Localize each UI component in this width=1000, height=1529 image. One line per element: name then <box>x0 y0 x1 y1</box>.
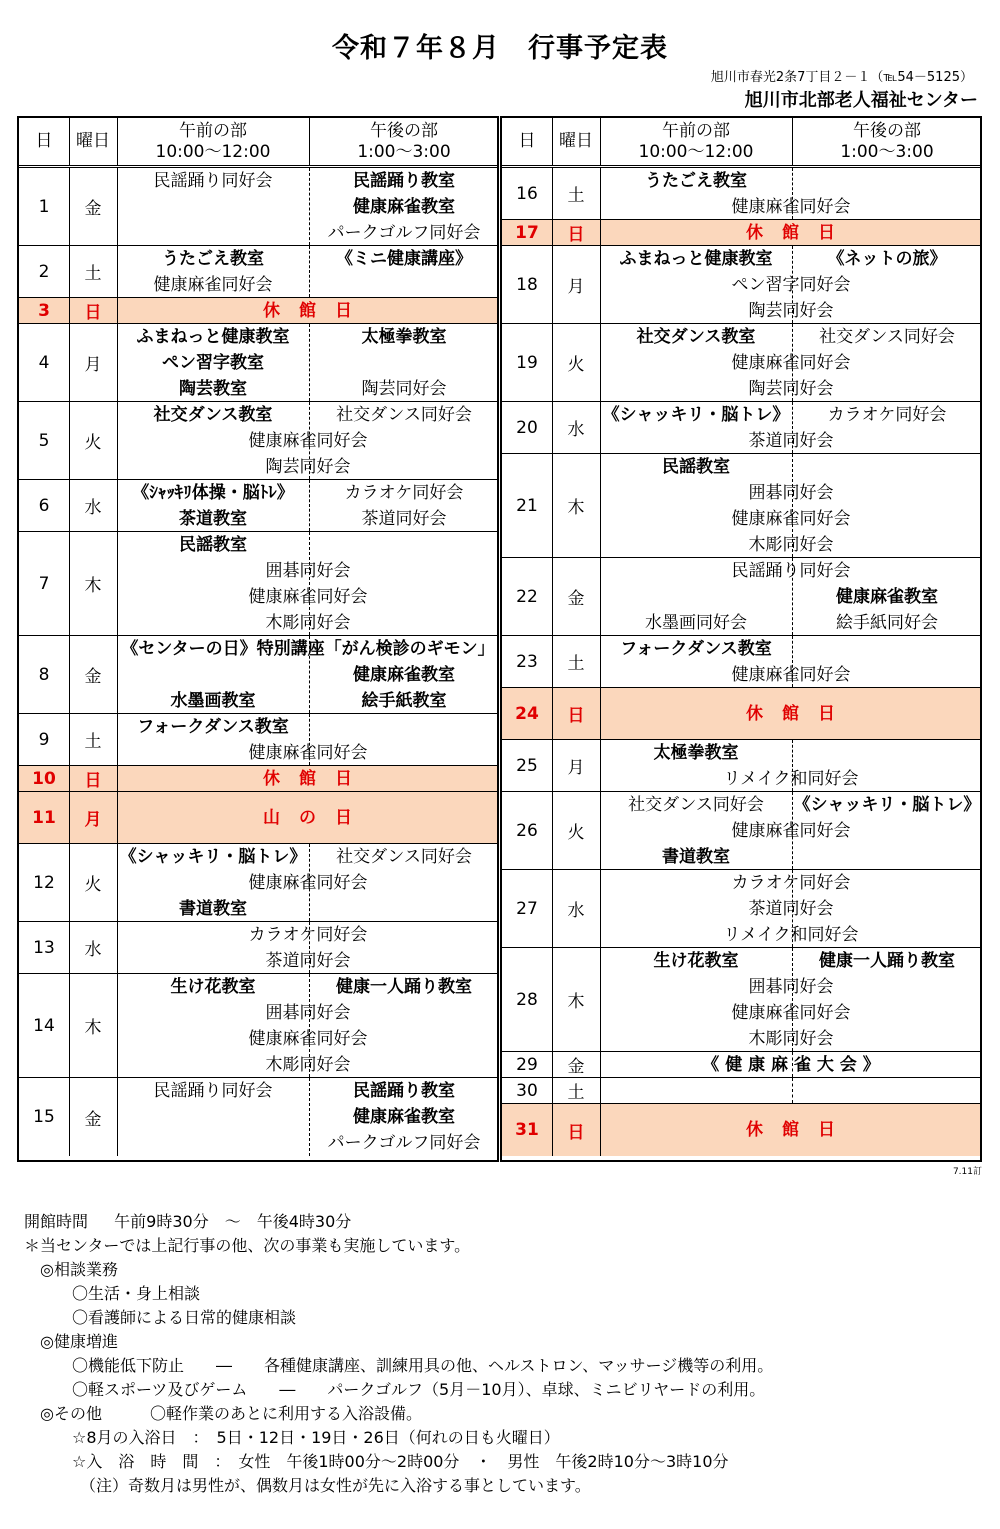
event-item: 健康麻雀同好会 <box>731 197 851 217</box>
version-note: 7.11訂 <box>952 1167 982 1177</box>
day-cell: 24 <box>502 688 553 739</box>
day-cell: 23 <box>502 636 553 687</box>
note-line: ☆8月の入浴日 ： 5日・12日・19日・26日（何れの日も火曜日） <box>24 1428 560 1447</box>
weekday-cell: 土 <box>552 1078 601 1103</box>
event-item: 木彫同好会 <box>265 613 351 633</box>
event-item: 《シャッキリ・脳トレ》 <box>119 847 307 867</box>
note-line: 〇看護師による日常的健康相談 <box>24 1308 297 1327</box>
event-item: 太極拳教室 <box>361 327 447 347</box>
schedule-row <box>502 1052 980 1078</box>
schedule-row <box>19 766 497 792</box>
day-cell: 25 <box>502 740 553 791</box>
schedule-table-right <box>500 116 982 1162</box>
day-cell: 13 <box>19 922 70 973</box>
weekday-cell: 木 <box>69 532 118 635</box>
day-cell: 4 <box>19 324 70 401</box>
event-item: 生け花教室 <box>653 951 739 971</box>
event-item: カラオケ同好会 <box>827 405 947 425</box>
weekday-cell: 土 <box>552 168 601 219</box>
day-cell: 10 <box>19 766 70 791</box>
weekday-cell: 火 <box>552 792 601 869</box>
day-cell: 18 <box>502 246 553 323</box>
event-item: 民謡教室 <box>662 457 730 477</box>
day-cell: 29 <box>502 1052 553 1077</box>
weekday-cell: 日 <box>552 1104 601 1156</box>
schedule-row <box>502 870 980 948</box>
event-item: パークゴルフ同好会 <box>327 223 481 243</box>
event-item: フォークダンス教室 <box>620 639 772 659</box>
event-item: カラオケ同好会 <box>248 925 368 945</box>
weekday-cell: 水 <box>69 922 118 973</box>
header-pm-time: 1:00～3:00 <box>840 141 934 162</box>
weekday-cell: 日 <box>69 766 118 791</box>
weekday-cell: 日 <box>552 688 601 739</box>
weekday-cell: 月 <box>552 740 601 791</box>
note-line: ◎相談業務 <box>24 1260 118 1279</box>
schedule-row <box>502 220 980 246</box>
event-item: 木彫同好会 <box>748 1029 834 1049</box>
note-line: 〇軽スポーツ及びゲーム ― パークゴルフ（5月－10月）、卓球、ミニビリヤードの利用。 <box>24 1380 766 1399</box>
weekday-cell: 水 <box>552 870 601 947</box>
weekday-cell: 木 <box>552 454 601 557</box>
event-item: リメイク和同好会 <box>723 925 859 945</box>
event-item: 民謡踊り同好会 <box>731 561 851 581</box>
day-cell: 7 <box>19 532 70 635</box>
schedule-row <box>502 168 980 220</box>
header-day: 日 <box>502 118 553 165</box>
closed-label: 休 館 日 <box>746 223 836 243</box>
schedule-row <box>502 792 980 870</box>
header-am <box>117 118 310 165</box>
schedule-row <box>502 948 980 1052</box>
event-item: 健康麻雀教室 <box>353 1107 455 1127</box>
schedule-row <box>502 1104 980 1156</box>
event-item: 《シャッキリ・脳トレ》 <box>602 405 790 425</box>
schedule-row <box>19 1078 497 1156</box>
schedule-row <box>19 532 497 636</box>
header-weekday: 曜日 <box>552 118 601 165</box>
schedule-row <box>502 324 980 402</box>
event-item: 《ｼｬｯｷﾘ体操・脳ﾄﾚ》 <box>132 483 294 503</box>
day-cell: 20 <box>502 402 553 453</box>
event-item: 太極拳教室 <box>653 743 739 763</box>
organization-name: 旭川市北部老人福祉センター <box>744 90 978 111</box>
table-header <box>19 118 497 168</box>
event-item: 陶芸同好会 <box>748 379 834 399</box>
header-am-time: 10:00～12:00 <box>155 141 271 162</box>
note-line: 開館時間 午前9時30分 ～ 午後4時30分 <box>24 1212 352 1231</box>
notes-section <box>24 1210 773 1498</box>
schedule-row <box>19 636 497 714</box>
event-item: 社交ダンス同好会 <box>628 795 764 815</box>
schedule-row <box>19 298 497 324</box>
weekday-cell: 金 <box>552 558 601 635</box>
event-item: 《 健 康 麻 雀 大 会 》 <box>702 1055 880 1075</box>
event-item: 健康麻雀同好会 <box>248 743 368 763</box>
event-item: カラオケ同好会 <box>731 873 851 893</box>
event-item: 陶芸同好会 <box>265 457 351 477</box>
header-pm <box>309 118 499 165</box>
schedule-row <box>19 844 497 922</box>
weekday-cell: 金 <box>69 168 118 245</box>
event-item: 民謡踊り教室 <box>353 171 455 191</box>
schedule-row <box>19 480 497 532</box>
header-pm-label: 午後の部 <box>370 120 438 141</box>
event-item: 健康麻雀同好会 <box>731 821 851 841</box>
schedule-row <box>19 246 497 298</box>
event-item: うたごえ教室 <box>162 249 264 269</box>
day-cell: 14 <box>19 974 70 1077</box>
weekday-cell: 土 <box>69 246 118 297</box>
event-item: 健康麻雀同好会 <box>248 1029 368 1049</box>
closed-label: 山 の 日 <box>263 808 353 828</box>
day-cell: 6 <box>19 480 70 531</box>
event-item: 健康麻雀同好会 <box>731 353 851 373</box>
day-cell: 28 <box>502 948 553 1051</box>
weekday-cell: 水 <box>69 480 118 531</box>
event-item: 《ミニ健康講座》 <box>336 249 472 269</box>
day-cell: 12 <box>19 844 70 921</box>
header-am-time: 10:00～12:00 <box>638 141 754 162</box>
event-item: ふまねっと健康教室 <box>619 249 773 269</box>
schedule-row <box>502 246 980 324</box>
event-item: 囲碁同好会 <box>265 561 351 581</box>
event-item: 健康麻雀同好会 <box>153 275 273 295</box>
weekday-cell: 月 <box>69 792 118 843</box>
event-item: 木彫同好会 <box>748 535 834 555</box>
event-item: 絵手紙教室 <box>361 691 447 711</box>
schedule-row <box>19 714 497 766</box>
note-line: ◎その他 〇軽作業のあとに利用する入浴設備。 <box>24 1404 422 1423</box>
day-cell: 26 <box>502 792 553 869</box>
event-item: 茶道教室 <box>179 509 247 529</box>
page-title: 令和７年８月 行事予定表 <box>332 33 668 64</box>
schedule-row <box>502 688 980 740</box>
day-cell: 9 <box>19 714 70 765</box>
event-item: うたごえ教室 <box>645 171 747 191</box>
event-item: 《センターの日》特別講座「がん検診のギモン」 <box>121 639 495 659</box>
header-am <box>600 118 793 165</box>
event-item: 水墨画同好会 <box>645 613 747 633</box>
day-cell: 1 <box>19 168 70 245</box>
event-item: ふまねっと健康教室 <box>136 327 290 347</box>
event-item: 健康麻雀教室 <box>353 197 455 217</box>
event-item: 健康麻雀同好会 <box>731 665 851 685</box>
event-item: 社交ダンス教室 <box>636 327 756 347</box>
schedule-row <box>502 454 980 558</box>
schedule-row <box>502 1078 980 1104</box>
day-cell: 30 <box>502 1078 553 1103</box>
schedule-row <box>19 974 497 1078</box>
weekday-cell: 木 <box>552 948 601 1051</box>
day-cell: 3 <box>19 298 70 323</box>
header-am-label: 午前の部 <box>662 120 730 141</box>
event-item: 絵手紙同好会 <box>836 613 938 633</box>
event-item: 民謡踊り教室 <box>353 1081 455 1101</box>
closed-label: 休 館 日 <box>746 704 836 724</box>
header-am-label: 午前の部 <box>179 120 247 141</box>
note-line: 〇生活・身上相談 <box>24 1284 201 1303</box>
event-item: 健康麻雀同好会 <box>731 509 851 529</box>
weekday-cell: 日 <box>552 220 601 245</box>
event-item: ペン習字同好会 <box>731 275 851 295</box>
day-cell: 31 <box>502 1104 553 1156</box>
note-line: （注）奇数月は男性が、偶数月は女性が先に入浴する事としています。 <box>24 1476 591 1495</box>
closed-label: 休 館 日 <box>263 769 353 789</box>
event-item: 健康麻雀同好会 <box>731 1003 851 1023</box>
weekday-cell: 木 <box>69 974 118 1077</box>
event-item: 健康麻雀同好会 <box>248 431 368 451</box>
weekday-cell: 金 <box>69 1078 118 1156</box>
event-item: 民謡踊り同好会 <box>153 171 273 191</box>
table-header <box>502 118 980 168</box>
event-item: 社交ダンス教室 <box>153 405 273 425</box>
event-item: 《シャッキリ・脳トレ》 <box>793 795 981 815</box>
weekday-cell: 月 <box>552 246 601 323</box>
header-pm-label: 午後の部 <box>853 120 921 141</box>
closed-label: 休 館 日 <box>263 301 353 321</box>
schedule-row <box>19 922 497 974</box>
event-item: 水墨画教室 <box>170 691 256 711</box>
am-pm-divider <box>792 1078 793 1103</box>
schedule-table-left <box>17 116 499 1162</box>
note-line: ◎健康増進 <box>24 1332 118 1351</box>
event-item: 囲碁同好会 <box>265 1003 351 1023</box>
day-cell: 16 <box>502 168 553 219</box>
weekday-cell: 土 <box>69 714 118 765</box>
event-item: 木彫同好会 <box>265 1055 351 1075</box>
event-item: パークゴルフ同好会 <box>327 1133 481 1153</box>
schedule-row <box>502 636 980 688</box>
event-item: 囲碁同好会 <box>748 483 834 503</box>
event-item: 民謡教室 <box>179 535 247 555</box>
event-item: 陶芸同好会 <box>748 301 834 321</box>
day-cell: 19 <box>502 324 553 401</box>
weekday-cell: 月 <box>69 324 118 401</box>
event-item: 書道教室 <box>662 847 730 867</box>
day-cell: 15 <box>19 1078 70 1156</box>
day-cell: 27 <box>502 870 553 947</box>
header-pm <box>792 118 982 165</box>
day-cell: 22 <box>502 558 553 635</box>
weekday-cell: 火 <box>69 844 118 921</box>
note-line: 〇機能低下防止 ― 各種健康講座、訓練用具の他、ヘルストロン、マッサージ機等の利用。 <box>24 1356 774 1375</box>
event-item: 書道教室 <box>179 899 247 919</box>
event-item: 民謡踊り同好会 <box>153 1081 273 1101</box>
event-item: 茶道同好会 <box>748 899 834 919</box>
weekday-cell: 火 <box>552 324 601 401</box>
event-item: 健康麻雀教室 <box>836 587 938 607</box>
schedule-row <box>502 740 980 792</box>
address: 旭川市春光2条7丁目２－１（℡54－5125） <box>710 70 973 85</box>
day-cell: 5 <box>19 402 70 479</box>
event-item: 社交ダンス同好会 <box>336 405 472 425</box>
day-cell: 11 <box>19 792 70 843</box>
event-item: 健康一人踊り教室 <box>819 951 955 971</box>
header-day: 日 <box>19 118 70 165</box>
note-line: ＊当センターでは上記行事の他、次の事業も実施しています。 <box>24 1236 471 1255</box>
event-item: 社交ダンス同好会 <box>819 327 955 347</box>
weekday-cell: 金 <box>69 636 118 713</box>
weekday-cell: 金 <box>552 1052 601 1077</box>
event-item: カラオケ同好会 <box>344 483 464 503</box>
event-item: 健康麻雀同好会 <box>248 587 368 607</box>
event-item: 茶道同好会 <box>748 431 834 451</box>
schedule-row <box>19 402 497 480</box>
header-weekday: 曜日 <box>69 118 118 165</box>
day-cell: 8 <box>19 636 70 713</box>
event-item: 陶芸教室 <box>179 379 247 399</box>
event-item: 陶芸同好会 <box>361 379 447 399</box>
event-item: リメイク和同好会 <box>723 769 859 789</box>
event-item: 茶道同好会 <box>361 509 447 529</box>
event-item: 健康麻雀教室 <box>353 665 455 685</box>
schedule-row <box>19 324 497 402</box>
schedule-row <box>502 558 980 636</box>
weekday-cell: 水 <box>552 402 601 453</box>
header-pm-time: 1:00～3:00 <box>357 141 451 162</box>
closed-label: 休 館 日 <box>746 1120 836 1140</box>
event-item: 茶道同好会 <box>265 951 351 971</box>
event-item: ペン習字教室 <box>162 353 264 373</box>
event-item: 健康麻雀同好会 <box>248 873 368 893</box>
schedule-row <box>502 402 980 454</box>
event-item: 《ネットの旅》 <box>827 249 947 269</box>
event-item: 健康一人踊り教室 <box>336 977 472 997</box>
event-item: 生け花教室 <box>170 977 256 997</box>
schedule-row <box>19 168 497 246</box>
note-line: ☆入 浴 時 間 ： 女性 午後1時00分～2時00分 ・ 男性 午後2時10分～3時10分 <box>24 1452 729 1471</box>
day-cell: 21 <box>502 454 553 557</box>
schedule-row <box>19 792 497 844</box>
weekday-cell: 日 <box>69 298 118 323</box>
weekday-cell: 火 <box>69 402 118 479</box>
event-item: フォークダンス教室 <box>137 717 289 737</box>
event-item: 社交ダンス同好会 <box>336 847 472 867</box>
event-item: 囲碁同好会 <box>748 977 834 997</box>
day-cell: 2 <box>19 246 70 297</box>
weekday-cell: 土 <box>552 636 601 687</box>
day-cell: 17 <box>502 220 553 245</box>
